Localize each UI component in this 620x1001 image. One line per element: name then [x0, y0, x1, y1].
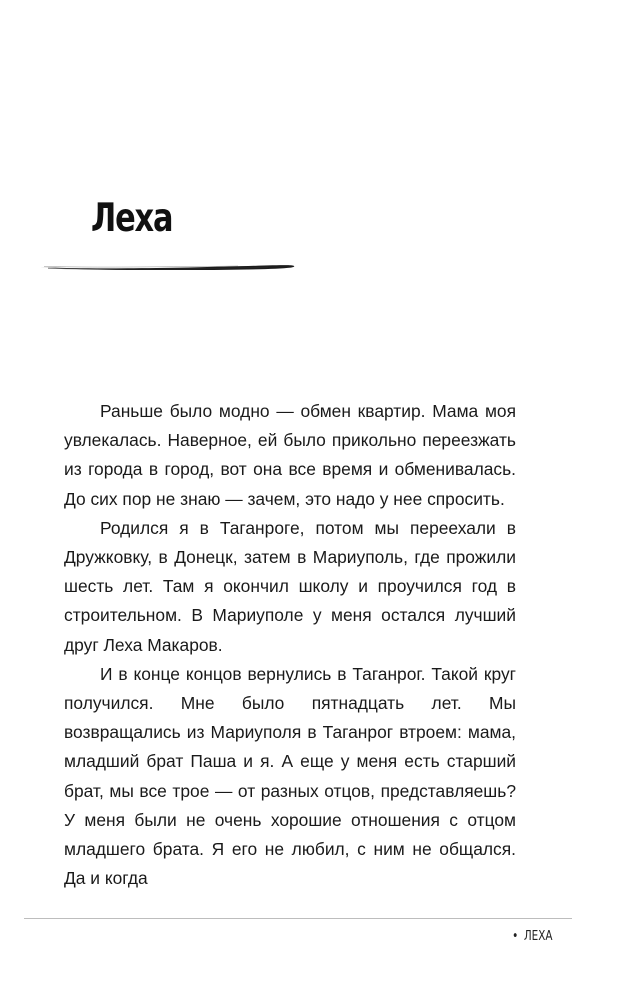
paragraph-3: И в конце концов вернулись в Таганрог. Такой круг получился. Мне было пятнадцать лет. Мы возвращались из Мариуполя в Таганрог втроем: мама, младший брат Паша и я. А еще у меня есть старший брат, мы все трое — от разных отцов, представляешь? У меня были не очень хорошие отношения с отцом младшего брата. Я его не любил, с ним не общался. Да и когда — [64, 663, 516, 889]
paragraph-1: Раньше было модно — обмен квартир. Мама моя увлекалась. Наверное, ей было прикольно переезжать из города в город, вот она все время и обменивалась. До сих пор не знаю — зачем, это надо у нее спросить. — [64, 401, 516, 509]
brush-stroke-divider — [38, 256, 298, 276]
paragraph-2: Родился я в Таганроге, потом мы переехали в Дружковку, в Донецк, затем в Мариуполь, где прожили шесть лет. Там я окончил школу и проучился год в строительном. В Мариуполе у меня остался лучший друг Леха Макаров. — [64, 517, 516, 655]
footer-bullet: • — [511, 929, 518, 944]
chapter-body — [64, 397, 516, 893]
running-footer — [512, 929, 552, 944]
footer-divider — [24, 918, 572, 919]
chapter-title: Леха — [91, 196, 173, 241]
running-title: ЛЕХА — [523, 929, 552, 944]
